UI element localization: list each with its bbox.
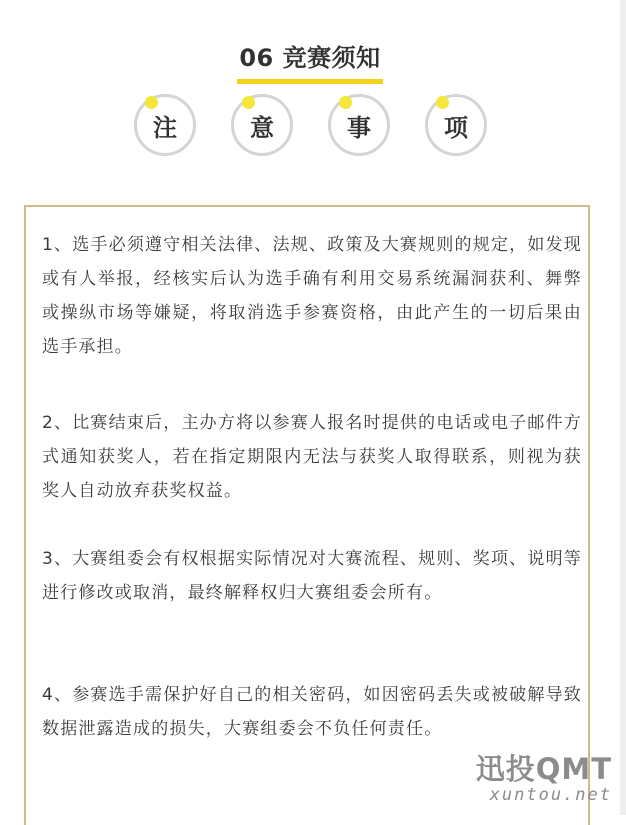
rule-item: 3、大赛组委会有权根据实际情况对大赛流程、规则、奖项、说明等进行修改或取消，最终解释权归大赛组委会所有。 [42, 549, 582, 603]
page-edge [620, 0, 626, 815]
dot-icon [242, 96, 255, 109]
badge-char: 注 [153, 113, 177, 142]
rule-item: 1、选手必须遵守相关法律、法规、政策及大赛规则的规定，如发现或有人举报，经核实后认为选手确有利用交易系统漏洞获利、舞弊或操纵市场等嫌疑，将取消选手参赛资格，由此产生的一切后果由选手承担。 [42, 235, 582, 357]
badge-circle [231, 94, 293, 156]
section-header [0, 38, 620, 84]
rule-item: 4、参赛选手需保护好自己的相关密码，如因密码丢失或被破解导致数据泄露造成的损失，大赛组委会不负任何责任。 [42, 685, 582, 739]
badge-char: 项 [444, 113, 468, 142]
dot-icon [145, 96, 158, 109]
badge-circle [328, 94, 390, 156]
badge-char: 意 [250, 113, 274, 142]
watermark-url: xuntou.net [489, 785, 612, 805]
watermark [476, 753, 612, 805]
badge-char: 事 [347, 113, 371, 142]
section-title: 06 竞赛须知 [237, 38, 382, 84]
dot-icon [339, 96, 352, 109]
badge-circle [425, 94, 487, 156]
rule-item: 2、比赛结束后，主办方将以参赛人报名时提供的电话或电子邮件方式通知获奖人，若在指定期限内无法与获奖人取得联系，则视为获奖人自动放弃获奖权益。 [42, 413, 582, 501]
badge-row [0, 94, 620, 166]
dot-icon [436, 96, 449, 109]
badge-circle [134, 94, 196, 156]
watermark-brand: 迅投QMT [475, 752, 612, 786]
